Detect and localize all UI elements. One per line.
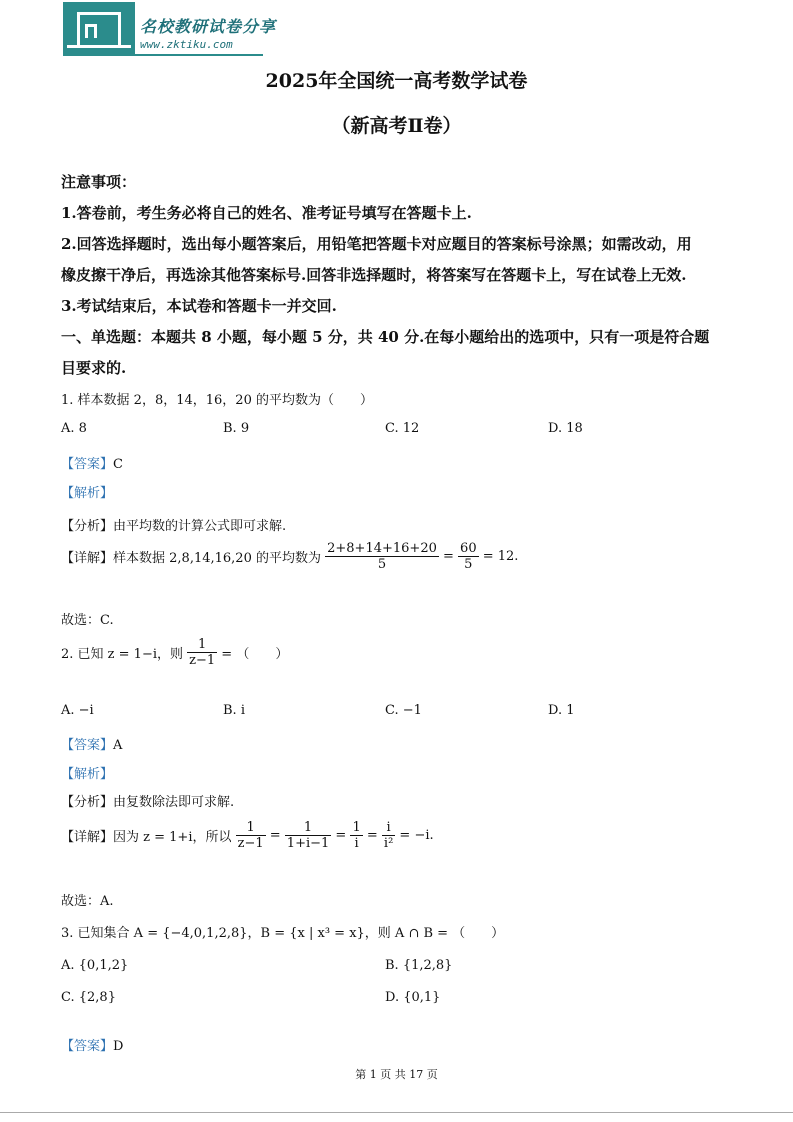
q3-option-c: C. {2,8}: [61, 990, 116, 1005]
q2-option-c: C. −1: [385, 703, 422, 718]
answer-value: D: [113, 1039, 124, 1054]
q2-detail: 【详解】因为 z = 1+i，所以 $\frac{1}{z-1}$ = $\frac{1}{1+i-1}$ = $\frac{1}{i}$ = $\frac{i}{\text{i²}}$ = −i.: [61, 820, 434, 851]
note-item: 橡皮擦干净后，再选涂其他答案标号.回答非选择题时，将答案写在答题卡上，写在试卷上无效.: [61, 266, 687, 284]
denominator: 1+i−1: [286, 836, 330, 851]
fenxi-tag: 【分析】: [61, 795, 114, 810]
note-item: 3.考试结束后，本试卷和答题卡一并交回.: [61, 297, 337, 315]
q1-conclusion: 故选：C.: [61, 613, 114, 628]
fraction: [458, 541, 479, 572]
denominator: 5: [377, 557, 387, 572]
denominator: 5: [464, 557, 473, 572]
numerator: 1: [187, 637, 217, 653]
q1-option-c: C. 12: [385, 421, 420, 436]
q1-fenxi: [61, 515, 286, 534]
q3-option-b: B. {1,2,8}: [385, 958, 453, 973]
q2-option-d: D. 1: [548, 703, 575, 718]
fraction: [187, 637, 217, 668]
q1-answer: [61, 453, 123, 472]
section-heading-cont: 目要求的.: [61, 359, 127, 377]
denominator: z−1: [237, 836, 264, 851]
fraction: [382, 820, 395, 851]
stem-text: 2. 已知 z = 1−i，则: [61, 647, 188, 662]
q1-option-b: B. 9: [223, 421, 250, 436]
logo-title: 名校教研试卷分享: [140, 17, 277, 36]
detail-tag: 【详解】: [61, 551, 114, 566]
denominator: i: [354, 836, 359, 851]
logo-icon: [63, 2, 135, 54]
q2-analysis-tag: 【解析】: [61, 767, 114, 782]
question-3-stem: 3. 已知集合 A = {−4,0,1,2,8}，B = {x | x³ = x}，则 A ∩ B = （ ）: [61, 926, 505, 941]
detail-tag: 【详解】: [61, 830, 114, 845]
q3-answer: [61, 1035, 123, 1054]
result: = 12.: [478, 549, 519, 564]
logo-url[interactable]: www.zktiku.com: [140, 38, 233, 51]
answer-value: C: [113, 457, 123, 472]
numerator: 2+8+14+16+20: [327, 541, 437, 556]
detail-text: 样本数据 2,8,14,16,20 的平均数为: [113, 551, 326, 566]
fenxi-text: 由平均数的计算公式即可求解.: [113, 519, 287, 534]
question-2-stem: [61, 637, 288, 668]
result: = −i.: [395, 828, 434, 843]
q2-conclusion: 故选：A.: [61, 894, 114, 909]
numerator: 1: [352, 820, 361, 835]
stem-text: = （ ）: [217, 647, 289, 662]
q1-option-a: A. 8: [61, 421, 87, 436]
numerator: 1: [285, 820, 332, 836]
q3-option-a: A. {0,1,2}: [61, 958, 129, 973]
page-title: 2025年全国统一高考数学试卷: [265, 70, 528, 92]
numerator: 1: [236, 820, 266, 836]
q2-option-a: A. −i: [61, 703, 94, 718]
answer-tag: 【答案】: [61, 1039, 114, 1054]
answer-tag: 【答案】: [61, 457, 114, 472]
denominator: z−1: [189, 653, 216, 668]
q3-option-d: D. {0,1}: [385, 990, 441, 1005]
footer-divider: [0, 1112, 793, 1113]
fraction: [325, 541, 439, 572]
q2-option-b: B. i: [223, 703, 245, 718]
logo-divider: [63, 54, 263, 56]
q1-analysis-tag: 【解析】: [61, 486, 114, 501]
page-subtitle: （新高考Ⅱ卷）: [331, 115, 462, 137]
page-number: 第 1 页 共 17 页: [355, 1068, 438, 1081]
note-item: 1.答卷前，考生务必将自己的姓名、准考证号填写在答题卡上.: [61, 204, 472, 222]
equals: =: [438, 549, 459, 564]
answer-value: A: [113, 738, 123, 753]
question-1-stem: 1. 样本数据 2，8，14，16，20 的平均数为（ ）: [61, 393, 373, 408]
fraction: [285, 820, 332, 851]
q1-option-d: D. 18: [548, 421, 583, 436]
fraction: [236, 820, 266, 851]
answer-tag: 【答案】: [61, 738, 114, 753]
q2-fenxi: [61, 791, 234, 810]
numerator: 60: [460, 541, 477, 556]
detail-text: 因为 z = 1+i，所以: [113, 830, 236, 845]
note-item: 2.回答选择题时，选出每小题答案后，用铅笔把答题卡对应题目的答案标号涂黑；如需改动，用: [61, 235, 692, 253]
q2-answer: [61, 734, 122, 753]
numerator: i: [382, 820, 395, 836]
section-heading: 一、单选题：本题共 8 小题，每小题 5 分，共 40 分.在每小题给出的选项中，只有一项是符合题: [61, 328, 710, 346]
fenxi-tag: 【分析】: [61, 519, 114, 534]
notes-heading: 注意事项：: [61, 173, 137, 191]
denominator: i²: [383, 836, 394, 851]
q1-detail: [61, 541, 518, 572]
fraction: [350, 820, 362, 851]
fenxi-text: 由复数除法即可求解.: [113, 795, 235, 810]
